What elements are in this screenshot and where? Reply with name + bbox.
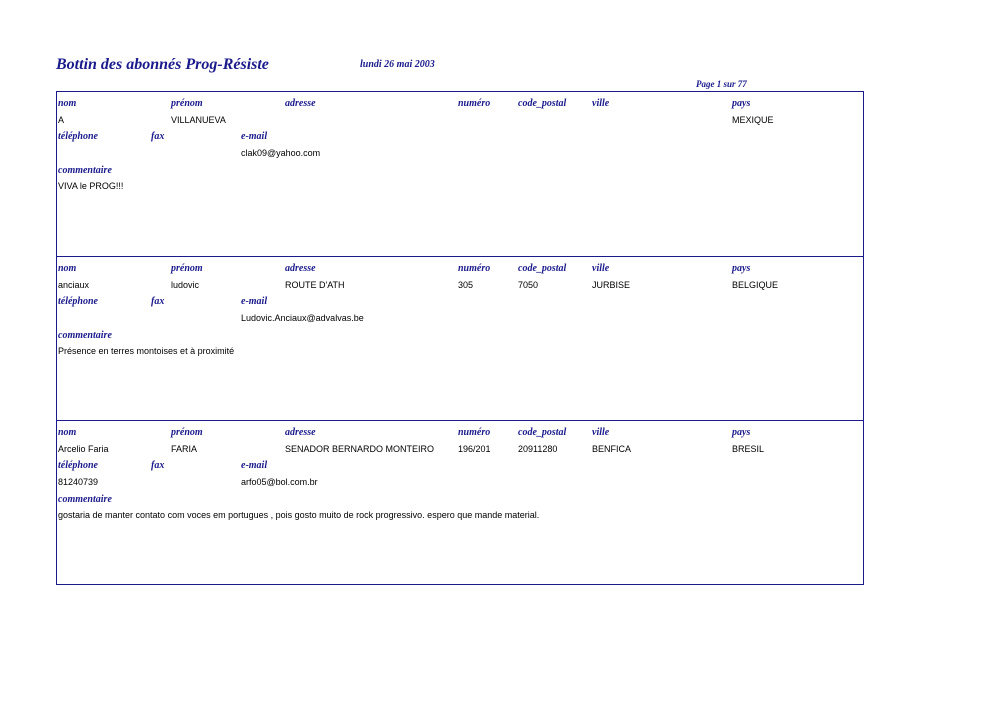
value-telephone: 81240739 bbox=[58, 477, 99, 487]
label-fax: fax bbox=[151, 460, 165, 471]
records-list bbox=[56, 91, 864, 585]
label-telephone: téléphone bbox=[58, 460, 98, 471]
label-commentaire: commentaire bbox=[58, 330, 112, 341]
label-code-postal: code_postal bbox=[518, 427, 567, 438]
label-fax: fax bbox=[151, 131, 165, 142]
value-prenom: FARIA bbox=[171, 444, 198, 454]
label-fax: fax bbox=[151, 296, 165, 307]
label-adresse: adresse bbox=[285, 263, 316, 274]
value-pays: BRESIL bbox=[732, 444, 765, 454]
label-email: e-mail bbox=[241, 131, 268, 142]
label-nom: nom bbox=[58, 427, 77, 438]
subscriber-record bbox=[57, 420, 863, 584]
label-numero: numéro bbox=[458, 98, 491, 109]
value-nom: Arcelio Faria bbox=[58, 444, 109, 454]
value-commentaire: VIVA le PROG!!! bbox=[58, 181, 124, 191]
label-nom: nom bbox=[58, 263, 77, 274]
label-ville: ville bbox=[592, 427, 610, 438]
value-pays: MEXIQUE bbox=[732, 115, 774, 125]
value-adresse: SENADOR BERNARDO MONTEIRO bbox=[285, 444, 435, 454]
value-email: Ludovic.Anciaux@advalvas.be bbox=[241, 313, 364, 323]
page-indicator: Page 1 sur 77 bbox=[696, 79, 747, 89]
label-pays: pays bbox=[732, 263, 751, 274]
label-prenom: prénom bbox=[171, 263, 203, 274]
value-prenom: ludovic bbox=[171, 280, 200, 290]
value-prenom: VILLANUEVA bbox=[171, 115, 226, 125]
value-ville: BENFICA bbox=[592, 444, 632, 454]
label-email: e-mail bbox=[241, 296, 268, 307]
label-prenom: prénom bbox=[171, 427, 203, 438]
value-numero: 196/201 bbox=[458, 444, 491, 454]
value-numero: 305 bbox=[458, 280, 474, 290]
value-adresse: ROUTE D'ATH bbox=[285, 280, 345, 290]
label-commentaire: commentaire bbox=[58, 494, 112, 505]
value-code-postal: 20911280 bbox=[518, 444, 558, 454]
label-telephone: téléphone bbox=[58, 296, 98, 307]
label-ville: ville bbox=[592, 98, 610, 109]
report-title: Bottin des abonnés Prog-Résiste bbox=[56, 56, 269, 73]
label-prenom: prénom bbox=[171, 98, 203, 109]
label-commentaire: commentaire bbox=[58, 165, 112, 176]
label-adresse: adresse bbox=[285, 98, 316, 109]
value-commentaire: gostaria de manter contato com voces em portugues , pois gosto muito de rock progressivo. espero que mande material. bbox=[58, 510, 540, 520]
label-telephone: téléphone bbox=[58, 131, 98, 142]
value-ville: JURBISE bbox=[592, 280, 631, 290]
label-email: e-mail bbox=[241, 460, 268, 471]
label-numero: numéro bbox=[458, 427, 491, 438]
value-nom: A bbox=[58, 115, 65, 125]
report-date: lundi 26 mai 2003 bbox=[360, 59, 435, 70]
value-pays: BELGIQUE bbox=[732, 280, 779, 290]
label-pays: pays bbox=[732, 98, 751, 109]
label-nom: nom bbox=[58, 98, 77, 109]
value-commentaire: Présence en terres montoises et à proximité bbox=[58, 346, 235, 356]
value-email: clak09@yahoo.com bbox=[241, 148, 321, 158]
label-adresse: adresse bbox=[285, 427, 316, 438]
label-pays: pays bbox=[732, 427, 751, 438]
value-email: arfo05@bol.com.br bbox=[241, 477, 318, 487]
value-nom: anciaux bbox=[58, 280, 90, 290]
value-code-postal: 7050 bbox=[518, 280, 539, 290]
label-code-postal: code_postal bbox=[518, 263, 567, 274]
subscriber-record bbox=[57, 256, 863, 420]
label-ville: ville bbox=[592, 263, 610, 274]
label-code-postal: code_postal bbox=[518, 98, 567, 109]
label-numero: numéro bbox=[458, 263, 491, 274]
subscriber-record bbox=[57, 92, 863, 256]
